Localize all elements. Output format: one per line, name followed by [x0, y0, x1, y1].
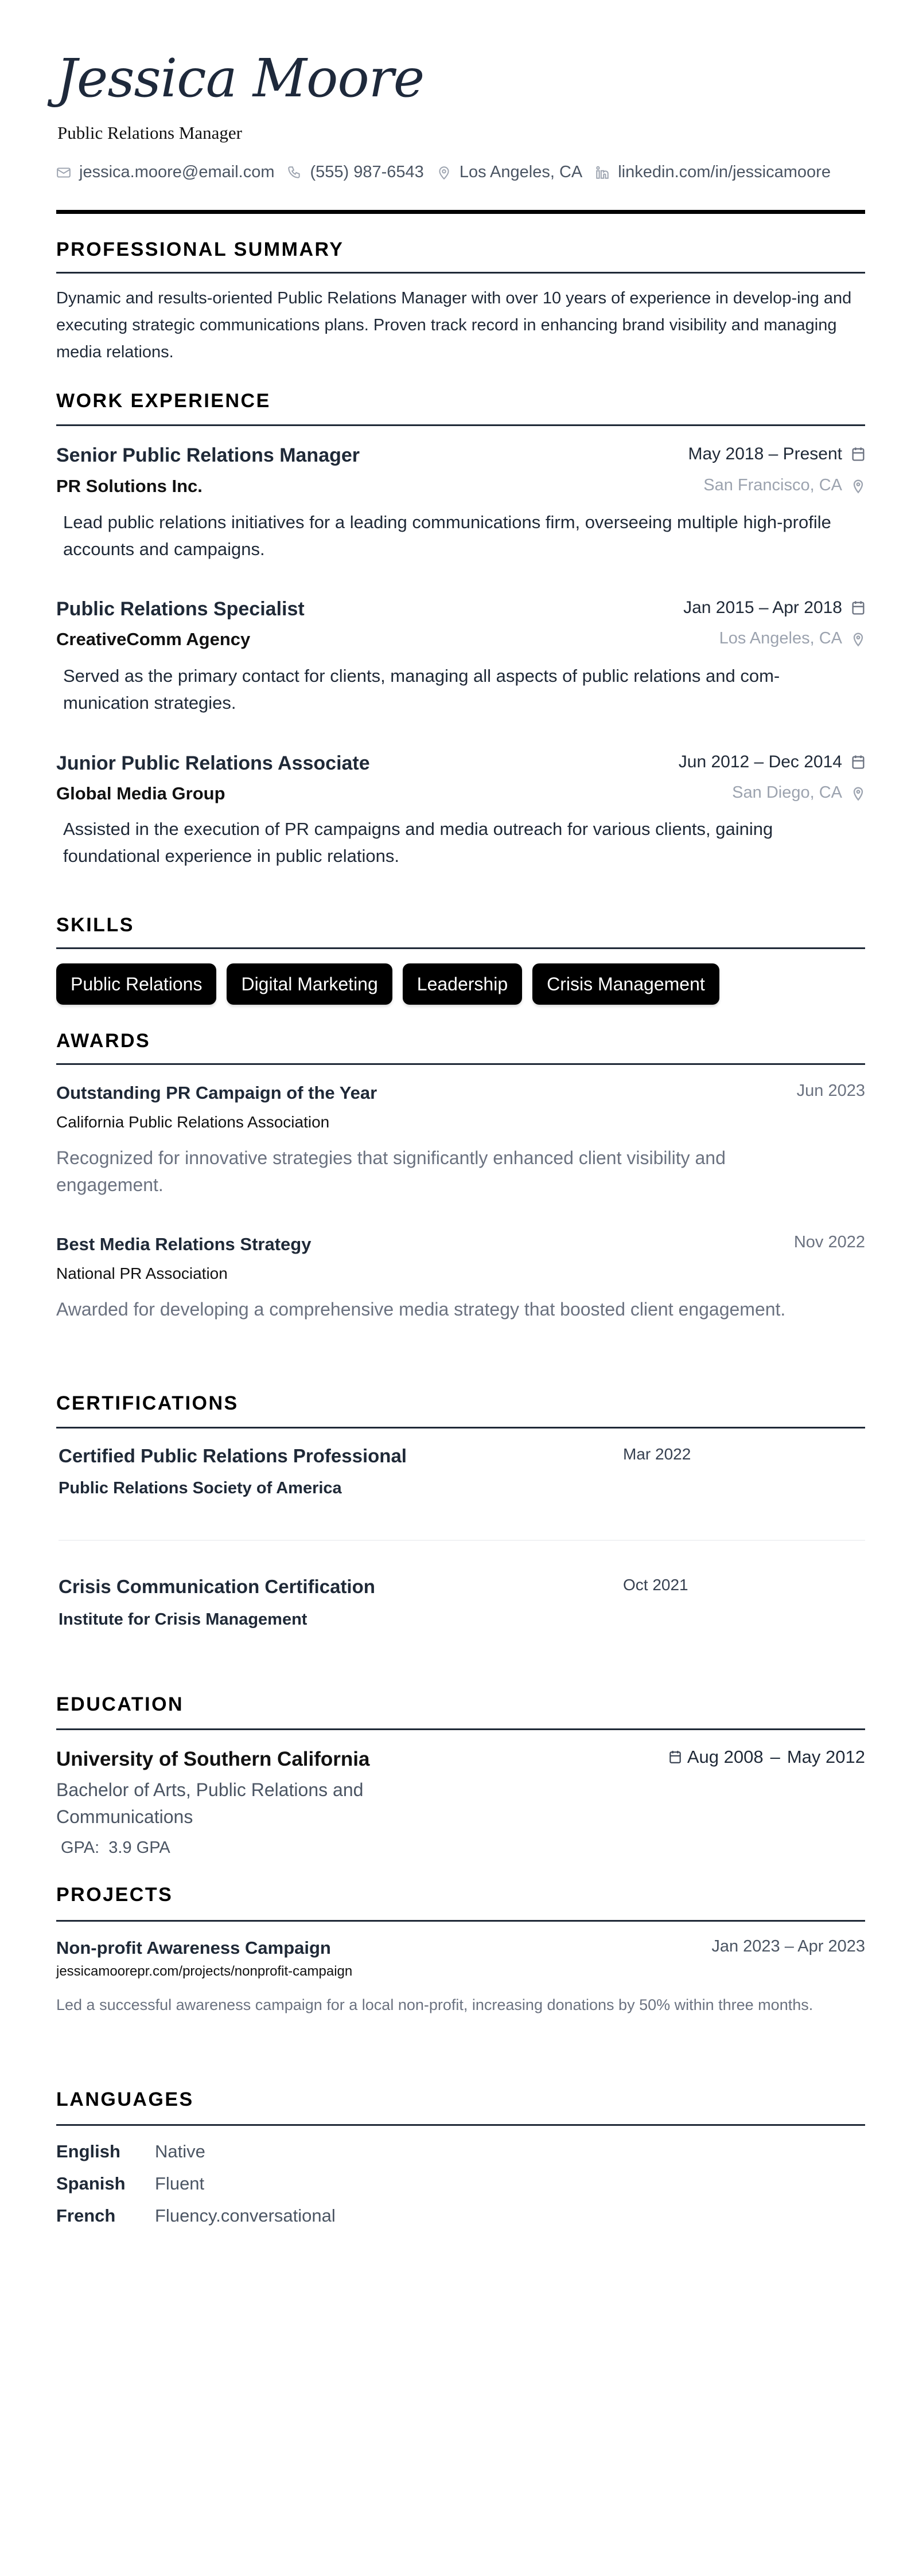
map-pin-icon [851, 478, 865, 494]
job-location [732, 783, 865, 802]
contact-email[interactable] [56, 163, 274, 182]
map-pin-icon [437, 165, 451, 180]
job-date-text: Jan 2015 – Apr 2018 [683, 598, 842, 617]
award-description: Awarded for developing a comprehensive media strategy that boosted client engagement. [56, 1299, 786, 1320]
certification-title: Crisis Communication Certification [59, 1576, 375, 1597]
calendar-icon [669, 1750, 682, 1765]
skills-list [56, 963, 730, 1005]
language-name: Spanish [56, 2173, 126, 2193]
gpa-label: GPA: [61, 1839, 100, 1857]
education-degree: Bachelor of Arts, Public Relations and Communications [56, 1779, 364, 1827]
phone-icon [287, 165, 302, 180]
skill-chip: Digital Marketing [227, 963, 392, 1005]
award-description: Recognized for innovative strategies that significantly enhanced client visibility and engagement. [56, 1148, 726, 1195]
candidate-name: Jessica Moore [56, 48, 425, 109]
phone-text: (555) 987-6543 [310, 163, 424, 181]
job-title: Public Relations Specialist [56, 598, 305, 620]
education-school: University of Southern California [56, 1748, 370, 1770]
job-date [688, 444, 866, 464]
calendar-icon [851, 754, 865, 770]
job-company: CreativeComm Agency [56, 629, 251, 649]
job-title: Senior Public Relations Manager [56, 444, 360, 466]
award-title: Best Media Relations Strategy [56, 1234, 312, 1254]
skill-chip: Leadership [403, 963, 522, 1005]
education-dates [669, 1747, 865, 1767]
header-divider [56, 210, 865, 214]
job-location-text: Los Angeles, CA [719, 629, 842, 647]
education-end: May 2012 [787, 1747, 865, 1767]
job-title: Junior Public Relations Associate [56, 752, 370, 774]
language-level: Native [155, 2141, 205, 2161]
summary-text: Dynamic and results-oriented Public Relations Manager with over 10 years of experience in develop-ing and executing strategic communications plans. Proven track record in enhancing brand visibility and managing media relations. [56, 289, 852, 361]
contact-bar [56, 163, 843, 182]
gpa-value: 3.9 GPA [108, 1839, 170, 1857]
project-title: Non-profit Awareness Campaign [56, 1938, 331, 1958]
date-separator: – [770, 1747, 780, 1767]
calendar-icon [851, 600, 865, 616]
award-date: Nov 2022 [793, 1233, 865, 1251]
section-title-certifications: CERTIFICATIONS [56, 1392, 239, 1414]
skill-chip: Crisis Management [532, 963, 719, 1005]
job-location-text: San Diego, CA [732, 783, 842, 802]
section-rule [56, 272, 865, 274]
candidate-title: Public Relations Manager [57, 123, 242, 143]
job-date [683, 598, 865, 618]
project-link[interactable]: jessicamoorepr.com/projects/nonprofit-campaign [56, 1964, 353, 1979]
project-description: Led a successful awareness campaign for a local non-profit, increasing donations by 50% within three months. [56, 1996, 813, 2013]
job-location [719, 629, 865, 648]
certification-date: Oct 2021 [623, 1576, 688, 1594]
project-date: Jan 2023 – Apr 2023 [711, 1937, 865, 1956]
certification-divider [59, 1540, 865, 1541]
section-title-skills: SKILLS [56, 914, 134, 936]
contact-linkedin[interactable] [595, 163, 831, 182]
job-company: PR Solutions Inc. [56, 476, 203, 496]
section-title-languages: LANGUAGES [56, 2089, 194, 2110]
language-level: Fluency.conversational [155, 2206, 336, 2226]
section-rule [56, 1427, 865, 1428]
contact-location [437, 163, 582, 182]
map-pin-icon [851, 631, 865, 647]
language-row [56, 2206, 336, 2226]
award-date: Jun 2023 [796, 1082, 865, 1100]
section-title-awards: AWARDS [56, 1030, 151, 1052]
job-location [703, 476, 865, 495]
section-rule [56, 947, 865, 949]
education-gpa [61, 1839, 170, 1857]
language-level: Fluent [155, 2173, 205, 2193]
section-rule [56, 1063, 865, 1065]
job-date [679, 752, 865, 772]
section-rule [56, 1728, 865, 1730]
language-row [56, 2173, 204, 2194]
email-text: jessica.moore@email.com [79, 163, 275, 181]
job-date-text: Jun 2012 – Dec 2014 [678, 752, 842, 771]
job-description: Lead public relations initiatives for a leading communications firm, overseeing multiple high-profile accounts and campaigns. [63, 512, 831, 559]
section-title-experience: WORK EXPERIENCE [56, 390, 271, 412]
linkedin-icon [595, 165, 610, 180]
job-company: Global Media Group [56, 783, 225, 803]
section-title-summary: PROFESSIONAL SUMMARY [56, 239, 344, 260]
certification-date: Mar 2022 [623, 1445, 691, 1463]
section-rule [56, 2124, 865, 2126]
certification-organization: Public Relations Society of America [59, 1479, 342, 1497]
section-title-projects: PROJECTS [56, 1884, 173, 1906]
skill-chip: Public Relations [56, 963, 216, 1005]
job-description: Assisted in the execution of PR campaigns and media outreach for various clients, gaining foundational experience in public relations. [63, 819, 773, 866]
location-text: Los Angeles, CA [459, 163, 583, 181]
language-row [56, 2141, 205, 2162]
award-title: Outstanding PR Campaign of the Year [56, 1083, 377, 1103]
award-organization: California Public Relations Association [56, 1113, 330, 1131]
section-rule [56, 424, 865, 426]
mail-icon [56, 165, 71, 180]
language-name: English [56, 2141, 120, 2161]
language-name: French [56, 2206, 116, 2226]
section-rule [56, 1920, 865, 1922]
certification-title: Certified Public Relations Professional [59, 1445, 407, 1466]
map-pin-icon [851, 785, 865, 801]
award-organization: National PR Association [56, 1264, 228, 1282]
section-title-education: EDUCATION [56, 1693, 184, 1715]
job-location-text: San Francisco, CA [703, 476, 842, 494]
education-start: Aug 2008 [687, 1747, 764, 1767]
calendar-icon [851, 446, 865, 462]
linkedin-text: linkedin.com/in/jessicamoore [618, 163, 831, 181]
contact-phone[interactable] [287, 163, 423, 182]
job-date-text: May 2018 – Present [688, 444, 842, 463]
certification-organization: Institute for Crisis Management [59, 1610, 307, 1629]
job-description: Served as the primary contact for clients, managing all aspects of public relations and com-munication strategies. [63, 666, 780, 713]
